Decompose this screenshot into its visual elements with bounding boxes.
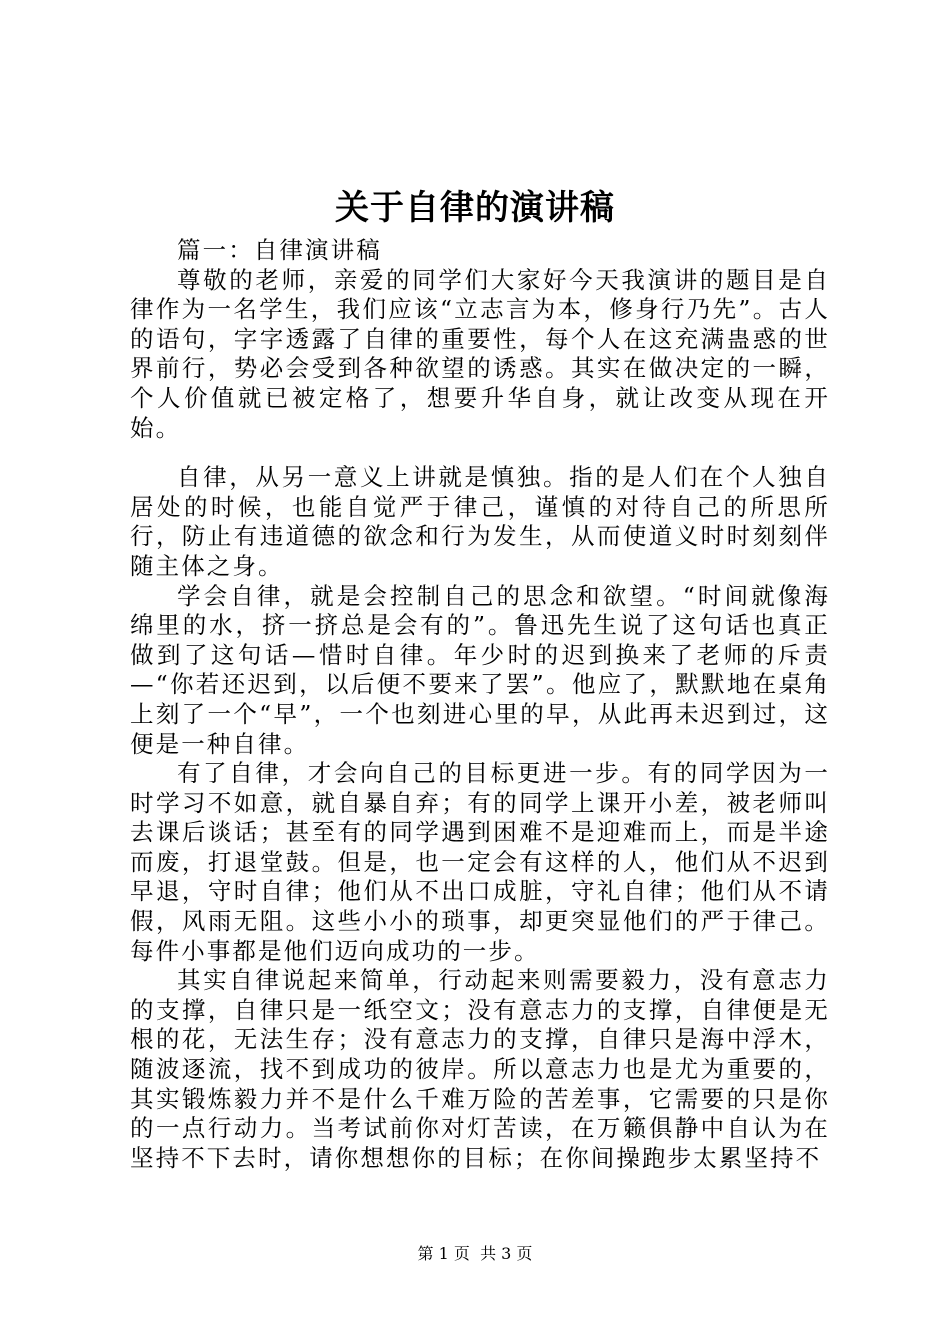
paragraph: 学会自律，就是会控制自己的思念和欲望。“时间就像海绵里的水，挤一挤总是会有的”。鲁迅先生说了这句话也真正做到了这句话—惜时自律。年少时的迟到换来了老师的斥责—“你若还迟到，以后便不要来了罢”。他应了，默默地在桌角上刻了一个“早”，一个也刻进心里的早，从此再未迟到过，这便是一种自律。 <box>130 581 830 758</box>
paragraph: 自律，从另一意义上讲就是慎独。指的是人们在个人独自居处的时候，也能自觉严于律己，谨慎的对待自己的所思所行，防止有违道德的欲念和行为发生，从而使道义时时刻刻伴随主体之身。 <box>130 463 830 580</box>
paragraph: 有了自律，才会向自己的目标更进一步。有的同学因为一时学习不如意，就自暴自弃；有的同学上课开小差，被老师叫去课后谈话；甚至有的同学遇到困难不是迎难而上，而是半途而废，打退堂鼓。但是，也一定会有这样的人，他们从不迟到早退，守时自律；他们从不出口成脏，守礼自律；他们从不请假，风雨无阻。这些小小的琐事，却更突显他们的严于律己。每件小事都是他们迈向成功的一步。 <box>130 759 830 965</box>
page-footer <box>0 1243 950 1265</box>
paragraph: 尊敬的老师，亲爱的同学们大家好今天我演讲的题目是自律作为一名学生，我们应该“立志言为本，修身行乃先”。古人的语句，字字透露了自律的重要性，每个人在这充满蛊惑的世界前行，势必会受到各种欲望的诱惑。其实在做决定的一瞬，个人价值就已被定格了，想要升华自身，就让改变从现在开始。 <box>130 265 830 442</box>
document-body <box>130 236 830 1173</box>
page-number-label: 第 1 页 共 3 页 <box>417 1244 533 1263</box>
document-title: 关于自律的演讲稿 <box>335 188 615 228</box>
paragraph: 其实自律说起来简单，行动起来则需要毅力，没有意志力的支撑，自律只是一纸空文；没有意志力的支撑，自律便是无根的花，无法生存；没有意志力的支撑，自律只是海中浮木，随波逐流，找不到成功的彼岸。所以意志力也是尤为重要的，其实锻炼毅力并不是什么千难万险的苦差事，它需要的只是你的一点行动力。当考试前你对灯苦读，在万籁俱静中自认为在坚持不下去时，请你想想你的目标；在你间操跑步太累坚持不 <box>130 966 830 1172</box>
section-heading: 篇一：自律演讲稿 <box>177 236 382 264</box>
